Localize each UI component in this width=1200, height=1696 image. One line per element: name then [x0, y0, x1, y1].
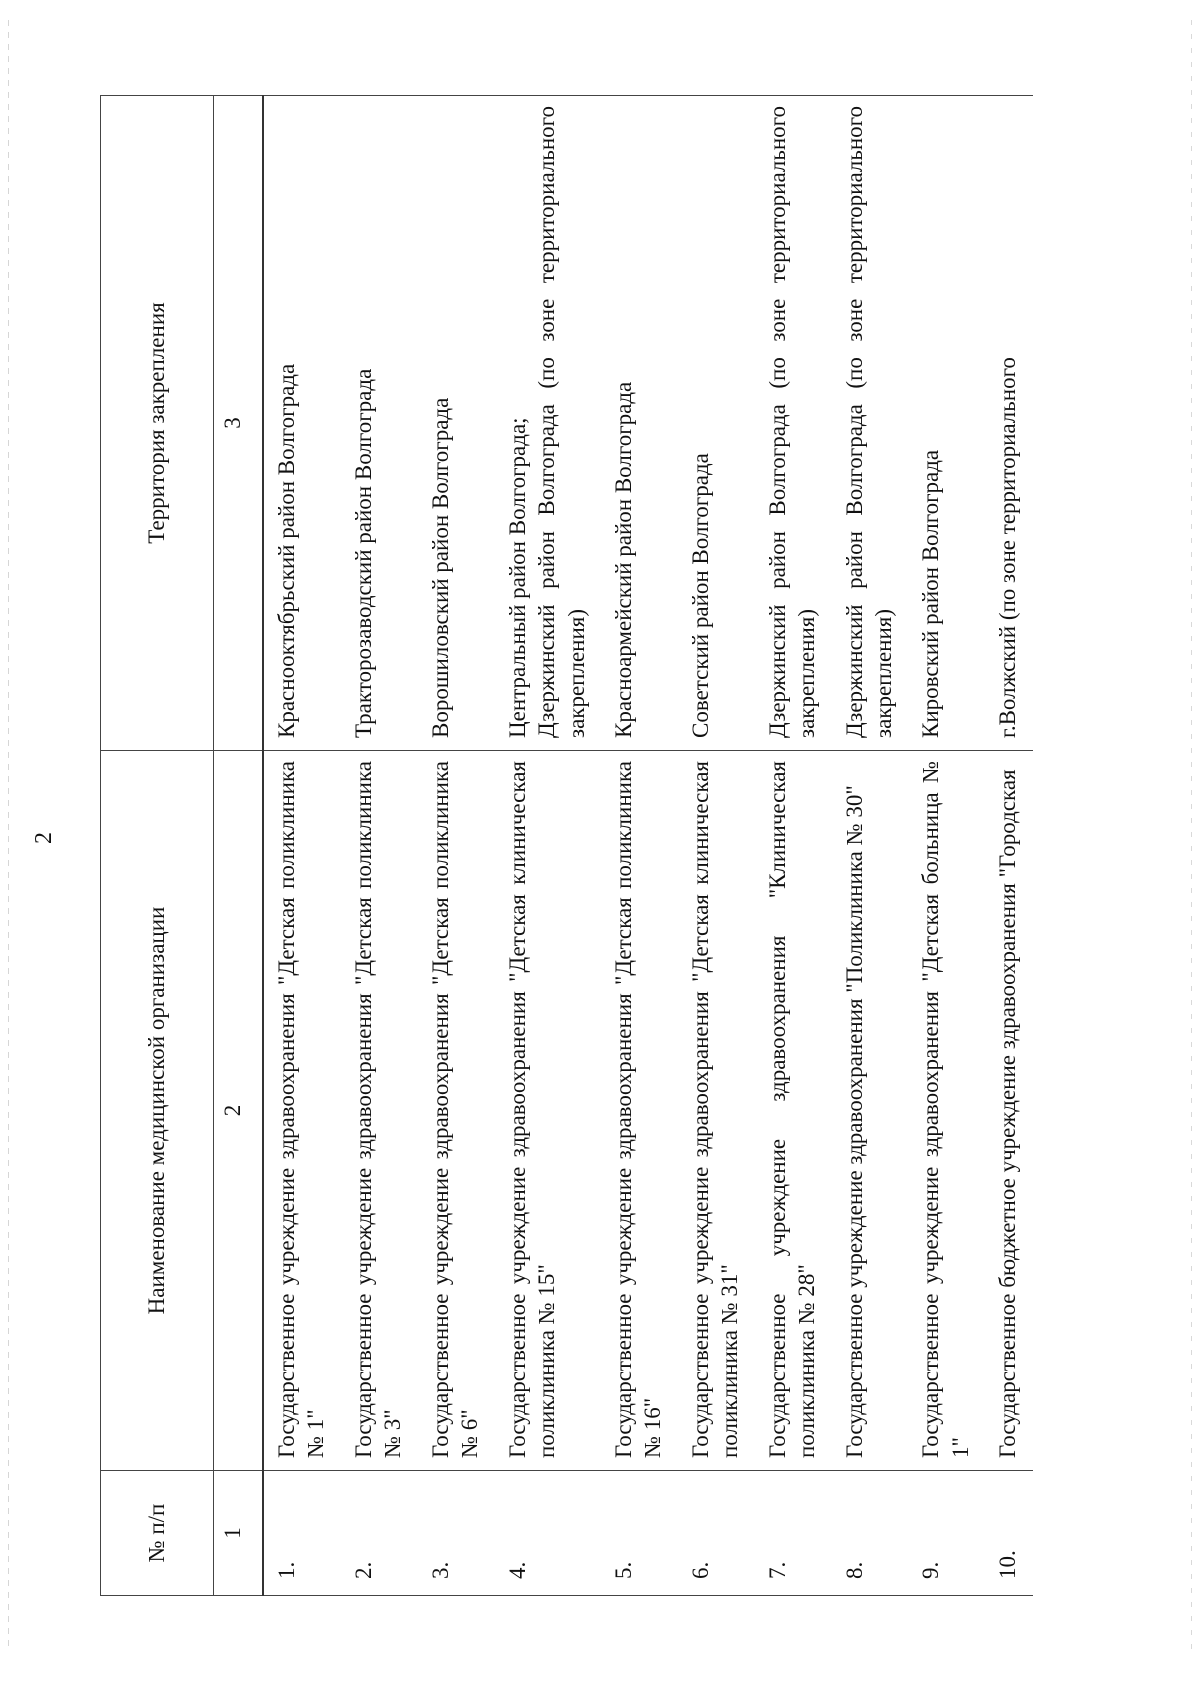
header-territory: Территория закрепления — [101, 96, 214, 751]
organization-name: Государственное учреждение здравоохранения "Детская поликлиника № 1" — [263, 751, 341, 1471]
table-row — [985, 96, 1032, 1596]
territory-text: Краснооктябрьский район Волгограда — [274, 363, 299, 738]
organization-name: Государственное учреждение здравоохранения "Детская поликлиника № 3" — [341, 751, 418, 1471]
organization-name: Государственное учреждение здравоохранения "Детская клиническая поликлиника № 31" — [678, 751, 755, 1471]
row-number: 5. — [601, 1471, 678, 1596]
table-header-row — [101, 96, 214, 1596]
page-number: 2 — [31, 832, 57, 844]
organization-name: Государственное учреждение здравоохранения "Детская поликлиника № 16" — [601, 751, 678, 1471]
organization-name: Государственное учреждение здравоохранения "Поликлиника № 30" — [832, 751, 909, 1471]
row-number: 3. — [418, 1471, 495, 1596]
column-number-2: 2 — [214, 751, 264, 1471]
column-numbers-row — [214, 96, 264, 1596]
territory-text: Тракторозаводский район Волгограда — [350, 368, 376, 738]
column-number-3: 3 — [214, 96, 264, 751]
table-row — [263, 96, 341, 1596]
organization-name: Государственное учреждение здравоохранения "Детская клиническая поликлиника № 15" — [495, 751, 601, 1471]
row-number: 4. — [495, 1471, 601, 1596]
organization-name: Государственное учреждение здравоохранения "Детская больница № 1" — [908, 751, 985, 1471]
scan-edge-left — [8, 20, 9, 1650]
scan-edge-right — [1191, 20, 1192, 1650]
table-body — [263, 96, 1033, 1596]
territory-cell — [601, 96, 678, 751]
territory-text: Дзержинский район Волгограда (по зоне территориального закрепления) — [841, 106, 896, 738]
territory-text: Ворошиловский район Волгограда — [427, 397, 453, 738]
table-row — [678, 96, 755, 1596]
territory-cell — [418, 96, 495, 751]
table-row — [341, 96, 418, 1596]
column-number-1: 1 — [214, 1471, 264, 1596]
territory-cell — [832, 96, 909, 751]
territory-text: Дзержинский район Волгограда (по зоне территориального закрепления) — [764, 106, 820, 738]
rotated-table-container — [100, 96, 1100, 1596]
organizations-table — [100, 95, 1033, 1596]
table-row — [908, 96, 985, 1596]
organization-name: Государственное учреждение здравоохранения "Детская поликлиника № 6" — [418, 751, 495, 1471]
row-number: 7. — [755, 1471, 832, 1596]
territory-text: г.Волжский (по зоне территориального — [995, 357, 1021, 738]
territory-cell — [263, 96, 341, 751]
territory-cell — [908, 96, 985, 751]
territory-text: Дзержинский район Волгограда (по зоне территориального закрепления) — [534, 106, 589, 738]
header-organization-name: Наименование медицинской организации — [101, 751, 214, 1471]
row-number: 10. — [985, 1471, 1032, 1596]
organization-name: Государственное учреждение здравоохранения "Клиническая поликлиника № 28" — [755, 751, 832, 1471]
header-number: № п/п — [101, 1471, 214, 1596]
territory-text: Советский район Волгограда — [687, 453, 713, 738]
table-row — [495, 96, 601, 1596]
territory-text: Красноармейский район Волгограда — [610, 381, 636, 738]
table-row — [418, 96, 495, 1596]
territory-cell — [985, 96, 1032, 751]
territory-cell — [678, 96, 755, 751]
territory-cell — [495, 96, 601, 751]
organization-name: Государственное бюджетное учреждение здравоохранения "Городская — [985, 751, 1032, 1471]
territory-cell — [755, 96, 832, 751]
territory-text: Центральный район Волгограда; — [504, 417, 530, 738]
row-number: 6. — [678, 1471, 755, 1596]
row-number: 2. — [341, 1471, 418, 1596]
row-number: 1. — [263, 1471, 341, 1596]
territory-text: Кировский район Волгограда — [918, 449, 944, 738]
row-number: 9. — [908, 1471, 985, 1596]
table-row — [755, 96, 832, 1596]
row-number: 8. — [832, 1471, 909, 1596]
table-row — [601, 96, 678, 1596]
territory-cell — [341, 96, 418, 751]
table-row — [832, 96, 909, 1596]
